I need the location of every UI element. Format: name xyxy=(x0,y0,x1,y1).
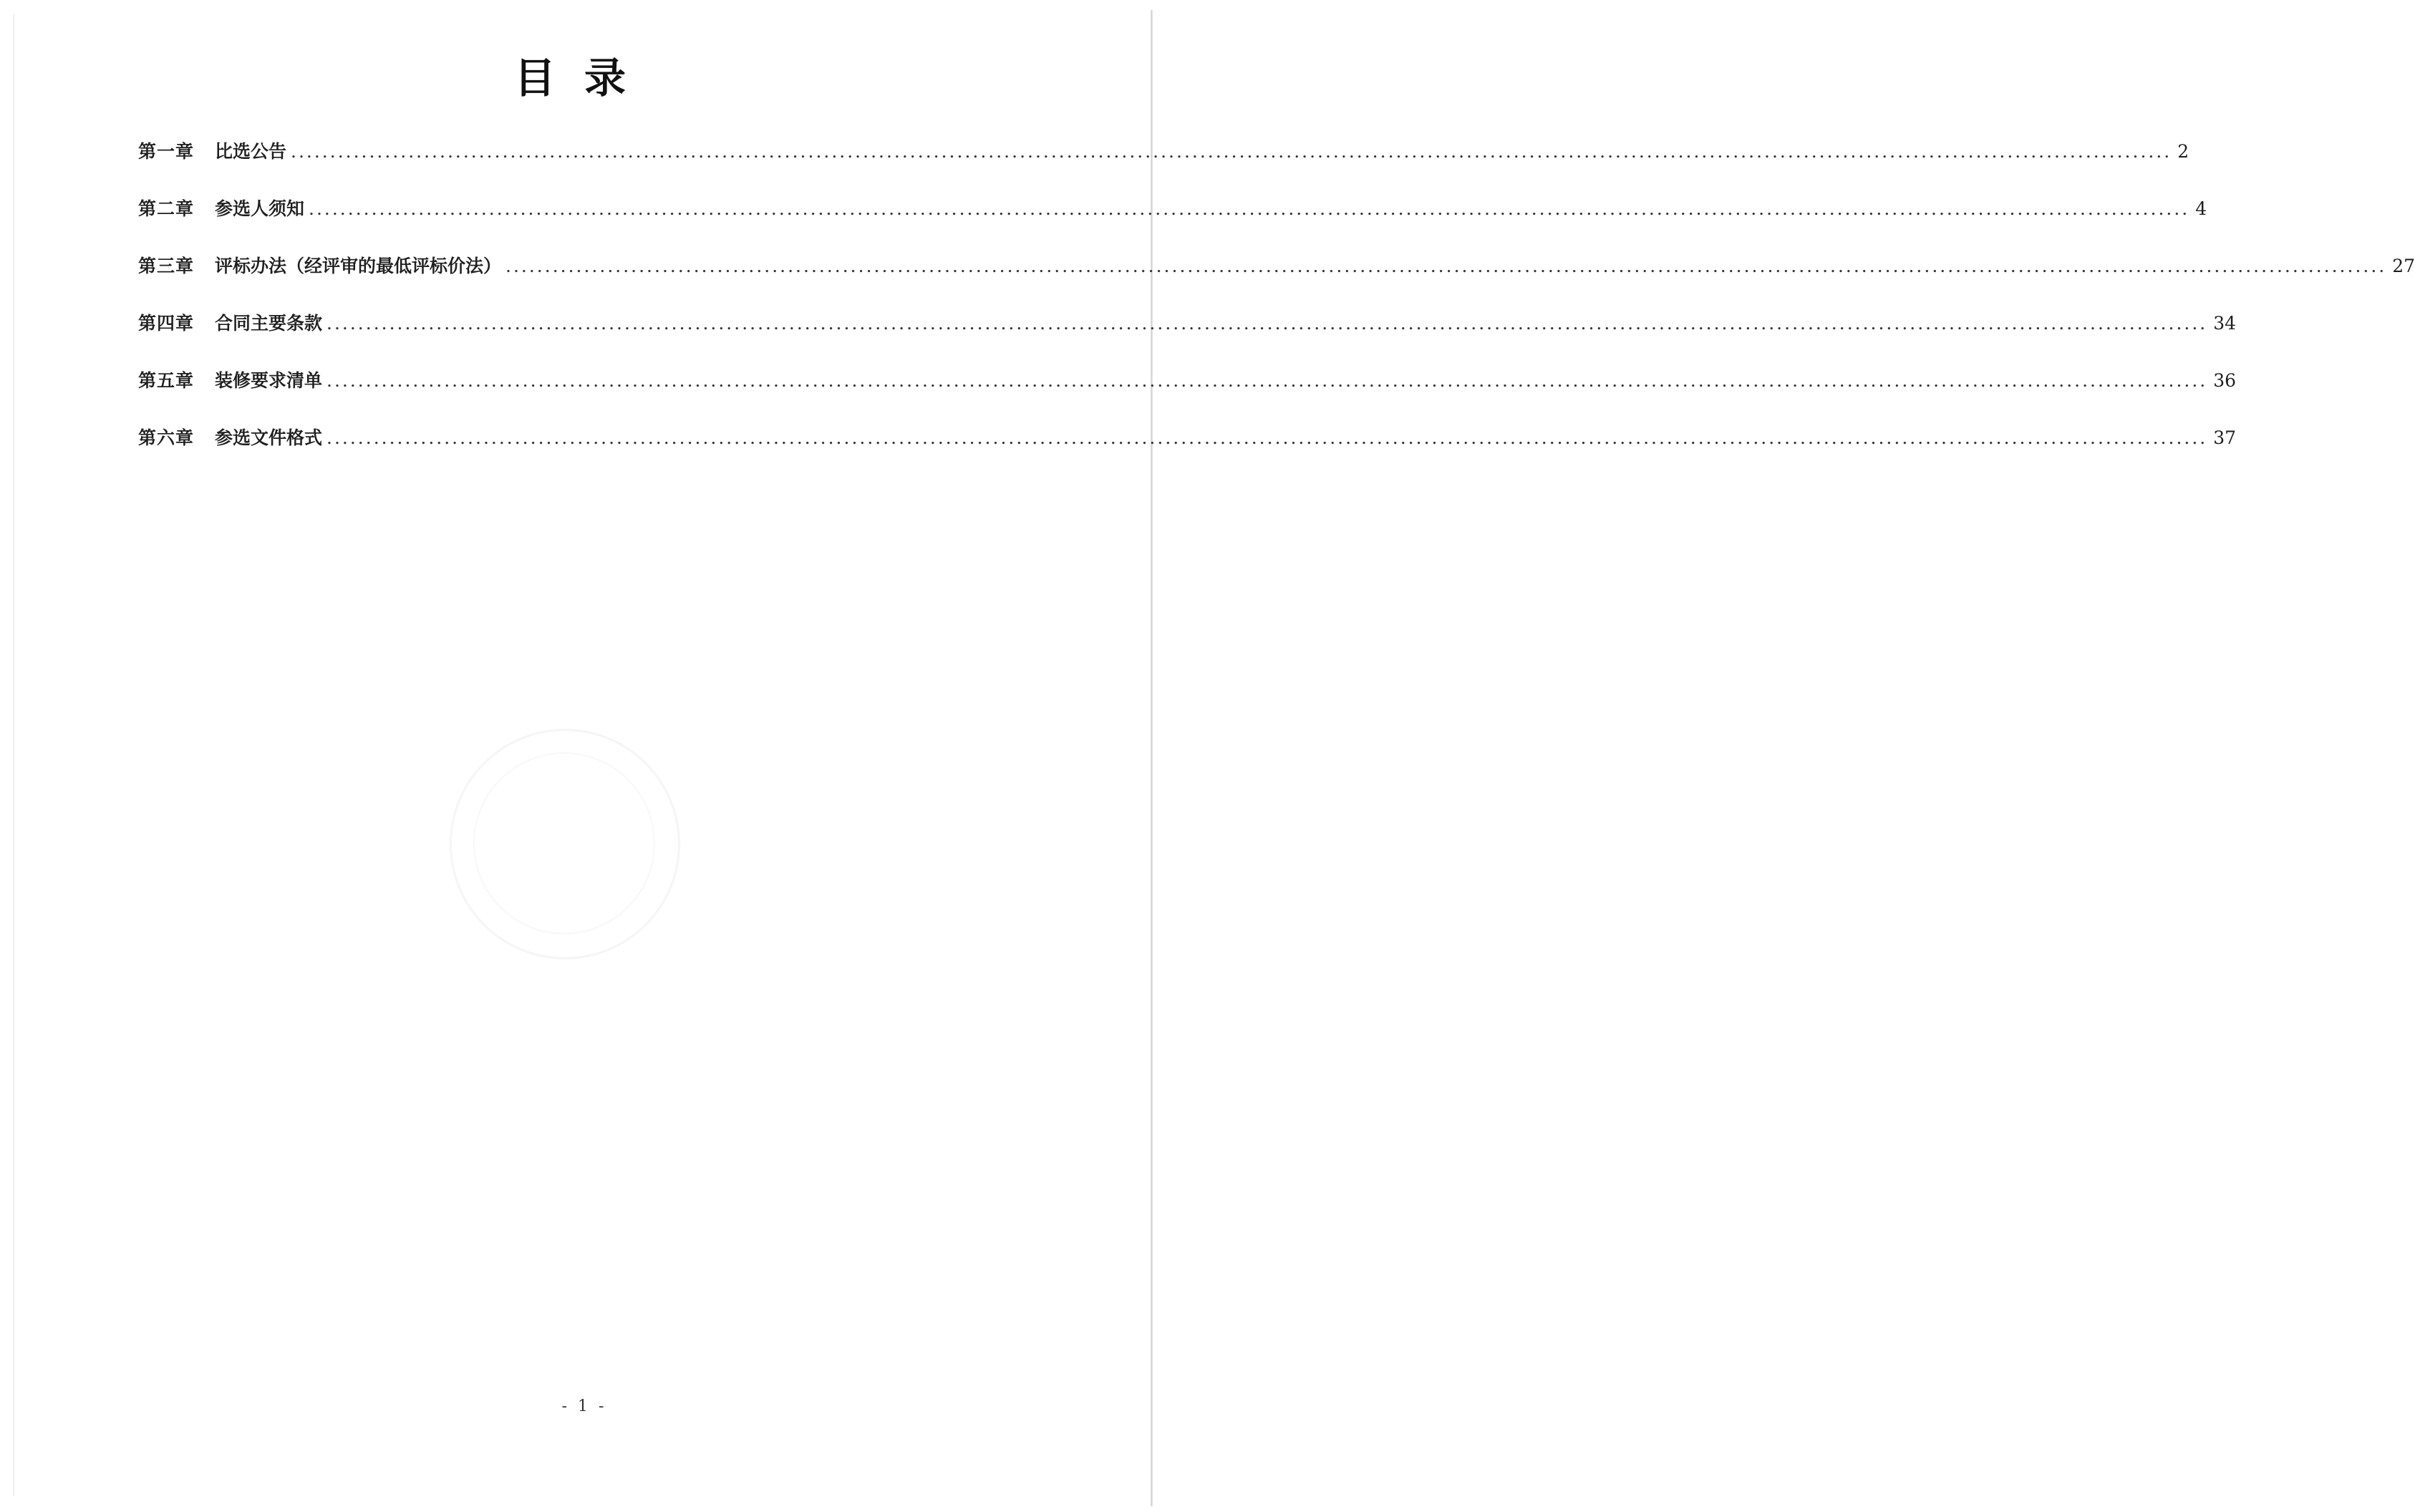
scan-edge-right xyxy=(1151,10,1153,1506)
toc-title: 参选人须知 xyxy=(215,198,305,219)
toc-entry[interactable] xyxy=(138,252,2415,309)
toc-page-number: 34 xyxy=(2213,313,2237,334)
toc-title: 装修要求清单 xyxy=(215,370,323,391)
toc-chapter-label: 第三章 xyxy=(138,256,195,276)
page-number: - 1 - xyxy=(561,1397,607,1415)
toc-dot-leader: ................................................................................................................................................................................................................................................ xyxy=(326,313,2208,334)
page-title: 目录 xyxy=(513,54,654,102)
toc-entry[interactable] xyxy=(138,195,2207,252)
toc-title: 评标办法（经评审的最低评标价法） xyxy=(215,256,502,276)
toc-dot-leader: ................................................................................................................................................................................................................................................ xyxy=(291,141,2172,162)
toc-dot-leader: ................................................................................................................................................................................................................................................ xyxy=(326,370,2208,391)
toc-chapter-label: 第四章 xyxy=(138,313,195,334)
faint-seal-watermark xyxy=(450,729,680,959)
toc-chapter-label: 第六章 xyxy=(138,427,195,448)
toc-entry[interactable] xyxy=(138,137,2189,195)
table-of-contents xyxy=(138,137,2415,481)
toc-chapter-label: 第五章 xyxy=(138,370,195,391)
toc-page-number: 27 xyxy=(2392,256,2415,276)
toc-title: 合同主要条款 xyxy=(215,313,323,334)
toc-chapter-label: 第二章 xyxy=(138,198,195,219)
toc-entry[interactable] xyxy=(138,367,2237,424)
toc-title: 比选公告 xyxy=(215,141,287,162)
scan-edge-left xyxy=(13,14,14,1496)
toc-chapter-label: 第一章 xyxy=(138,141,195,162)
toc-page-number: 4 xyxy=(2195,198,2207,219)
toc-page-number: 36 xyxy=(2213,370,2237,391)
toc-title: 参选文件格式 xyxy=(215,427,323,448)
toc-entry[interactable] xyxy=(138,424,2237,481)
toc-dot-leader: ................................................................................................................................................................................................................................................ xyxy=(309,198,2190,219)
toc-dot-leader: ................................................................................................................................................................................................................................................ xyxy=(505,256,2387,276)
toc-page-number: 37 xyxy=(2213,427,2237,448)
toc-dot-leader: ................................................................................................................................................................................................................................................ xyxy=(326,427,2208,448)
faint-seal-inner-ring xyxy=(473,752,655,934)
toc-entry[interactable] xyxy=(138,309,2237,367)
toc-page-number: 2 xyxy=(2177,141,2189,162)
